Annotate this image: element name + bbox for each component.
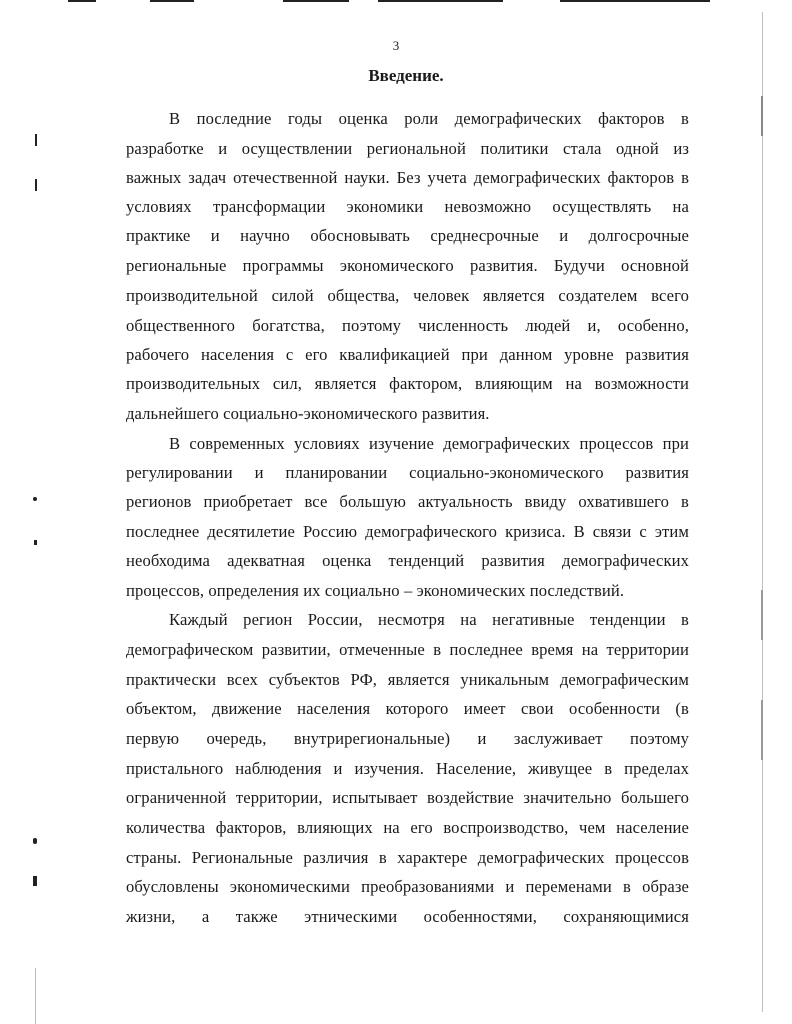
text-line: необходима адекватная оценка тенденций развития демографических: [126, 551, 689, 570]
scan-artifact-right: [761, 96, 763, 136]
text-line: В современных условиях изучение демографических процессов при: [169, 434, 689, 453]
scan-artifact-top: [68, 0, 96, 2]
text-line: демографическом развитии, отмеченные в последнее время на территории: [126, 640, 689, 659]
text-line: ограниченной территории, испытывает воздействие значительно большего: [126, 788, 689, 807]
scan-edge-right: [762, 12, 763, 1012]
scan-artifact-right: [761, 700, 763, 760]
scan-edge-left: [35, 968, 36, 1024]
text-line: пристального наблюдения и изучения. Население, живущее в пределах: [126, 759, 689, 778]
scan-artifact-left: [33, 876, 37, 886]
scan-artifact-top: [150, 0, 194, 2]
text-line: общественного богатства, поэтому численность людей и, особенно,: [126, 316, 689, 335]
text-line: практике и научно обосновывать среднесрочные и долгосрочные: [126, 226, 689, 245]
text-line: производительных сил, является фактором, влияющим на возможности: [126, 374, 689, 393]
scan-artifact-left: [33, 838, 37, 844]
text-line: дальнейшего социально-экономического развития.: [126, 404, 490, 423]
text-line: обусловлены экономическими преобразованиями и переменами в образе: [126, 877, 689, 896]
text-line: объектом, движение населения которого имеет свои особенности (в: [126, 699, 689, 718]
page-number: 3: [392, 38, 400, 53]
text-line: производительной силой общества, человек является создателем всего: [126, 286, 689, 305]
text-line: условиях трансформации экономики невозможно осуществлять на: [126, 197, 689, 216]
scan-artifact-top: [378, 0, 503, 2]
text-line: рабочего населения с его квалификацией при данном уровне развития: [126, 345, 689, 364]
scan-artifact-top: [560, 0, 710, 2]
text-line: важных задач отечественной науки. Без учета демографических факторов в: [126, 168, 689, 187]
text-line: Каждый регион России, несмотря на негативные тенденции в: [169, 610, 689, 629]
text-line: страны. Региональные различия в характере демографических процессов: [126, 848, 689, 867]
text-line: количества факторов, влияющих на его воспроизводство, чем население: [126, 818, 689, 837]
text-line: процессов, определения их социально – экономических последствий.: [126, 581, 625, 600]
scan-artifact-left: [35, 134, 37, 146]
scan-artifact-right: [761, 590, 763, 640]
text-line: региональные программы экономического развития. Будучи основной: [126, 256, 689, 275]
scan-artifact-top: [283, 0, 349, 2]
text-line: первую очередь, внутрирегиональные) и заслуживает поэтому: [126, 729, 689, 748]
text-line: регионов приобретает все большую актуальность ввиду охватившего в: [126, 492, 689, 511]
text-line: практически всех субъектов РФ, является уникальным демографическим: [126, 670, 689, 689]
text-line: жизни, а также этническими особенностями, сохраняющимися: [126, 907, 689, 926]
text-line: последнее десятилетие Россию демографического кризиса. В связи с этим: [126, 522, 689, 541]
text-line: В последние годы оценка роли демографических факторов в: [169, 109, 689, 128]
scan-artifact-left: [33, 497, 37, 501]
page-title: Введение.: [368, 66, 444, 85]
text-line: разработке и осуществлении региональной политики стала одной из: [126, 139, 689, 158]
text-line: регулировании и планировании социально-экономического развития: [126, 463, 689, 482]
scan-artifact-left: [34, 540, 37, 545]
scan-artifact-left: [35, 179, 37, 191]
